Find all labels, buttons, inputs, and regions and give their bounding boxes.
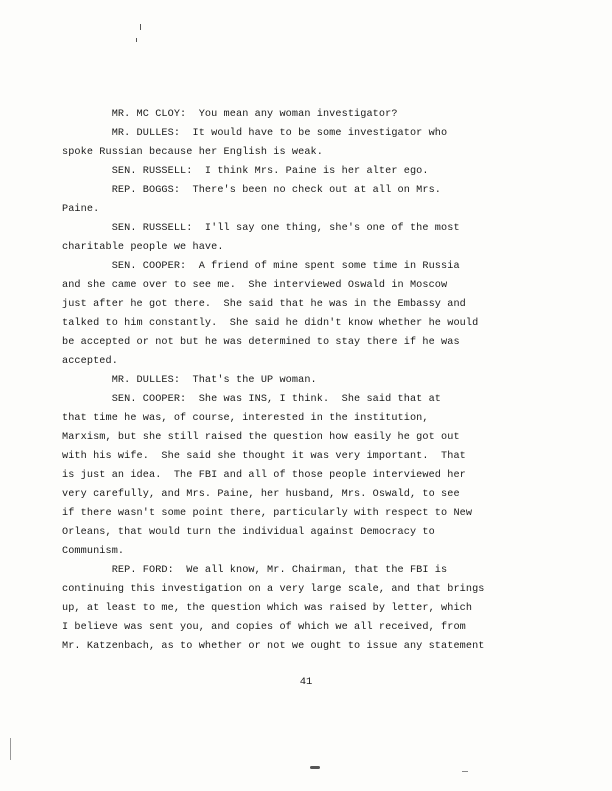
transcript-line: and she came over to see me. She interviewed Oswald in Moscow [62, 280, 448, 291]
transcript-line: charitable people we have. [62, 242, 224, 253]
transcript-line: continuing this investigation on a very large scale, and that brings [62, 584, 485, 595]
transcript-line: SEN. RUSSELL: I'll say one thing, she's one of the most [62, 223, 460, 234]
transcript-line: MR. MC CLOY: You mean any woman investigator? [62, 109, 398, 120]
transcript-line: SEN. COOPER: A friend of mine spent some time in Russia [62, 261, 460, 272]
scan-mark-corner [462, 771, 468, 772]
transcript-line: is just an idea. The FBI and all of those people interviewed her [62, 470, 466, 481]
scan-mark-margin [10, 738, 11, 760]
transcript-line: Paine. [62, 204, 100, 215]
transcript-line: SEN. RUSSELL: I think Mrs. Paine is her alter ego. [62, 166, 429, 177]
transcript-line: be accepted or not but he was determined to stay there if he was [62, 337, 460, 348]
transcript-line: REP. BOGGS: There's been no check out at all on Mrs. [62, 185, 442, 196]
transcript-line: MR. DULLES: It would have to be some investigator who [62, 128, 448, 139]
transcript-line: if there wasn't some point there, particularly with respect to New [62, 508, 473, 519]
transcript-line: with his wife. She said she thought it was very important. That [62, 451, 466, 462]
transcript-line: very carefully, and Mrs. Paine, her husband, Mrs. Oswald, to see [62, 489, 460, 500]
scan-mark-top [140, 24, 141, 30]
transcript-line: up, at least to me, the question which was raised by letter, which [62, 603, 473, 614]
transcript-line: SEN. COOPER: She was INS, I think. She said that at [62, 394, 442, 405]
transcript-line: Orleans, that would turn the individual against Democracy to [62, 527, 435, 538]
transcript-line: I believe was sent you, and copies of which we all received, from [62, 622, 466, 633]
scan-mark-top-2 [136, 38, 137, 42]
page-number: 41 [299, 676, 313, 688]
transcript-line: REP. FORD: We all know, Mr. Chairman, that the FBI is [62, 565, 448, 576]
transcript-line: that time he was, of course, interested in the institution, [62, 413, 429, 424]
transcript-line: talked to him constantly. She said he didn't know whether he would [62, 318, 479, 329]
transcript-line: Mr. Katzenbach, as to whether or not we ought to issue any statement [62, 641, 485, 652]
transcript-line: Communism. [62, 546, 125, 557]
transcript-line: just after he got there. She said that he was in the Embassy and [62, 299, 466, 310]
transcript-line: accepted. [62, 356, 118, 367]
scan-mark-bottom [310, 766, 320, 769]
transcript-line: MR. DULLES: That's the UP woman. [62, 375, 317, 386]
transcript-line: spoke Russian because her English is weak. [62, 147, 323, 158]
transcript-line: Marxism, but she still raised the question how easily he got out [62, 432, 460, 443]
